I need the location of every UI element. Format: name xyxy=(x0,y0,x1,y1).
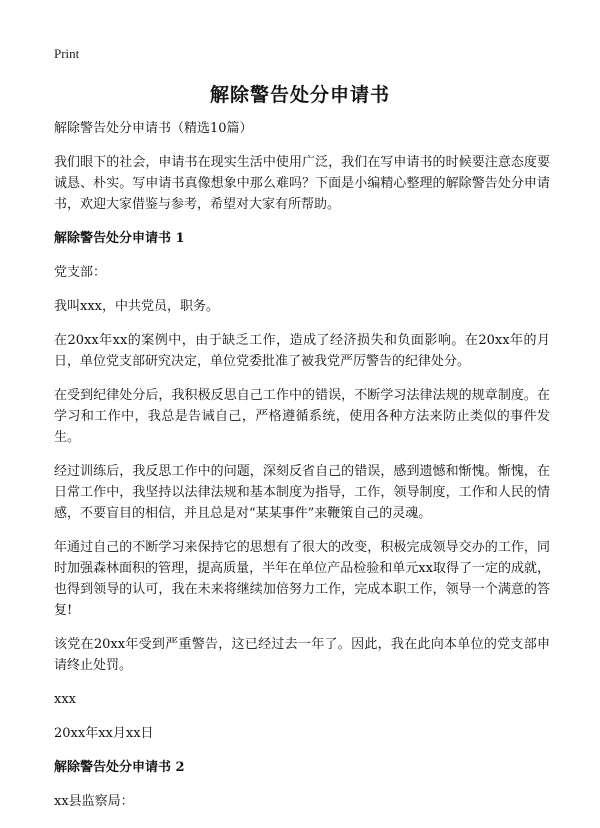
section-1-signature: xxx xyxy=(54,692,76,707)
section-1-paragraph-3: 在受到纪律处分后，我积极反思自己工作中的错误，不断学习法律法规的规章制度。在学习和工作中，我总是告诫自己，严格遵循系统，使用各种方法来防止类似的事件发生。 xyxy=(54,388,550,445)
document-body xyxy=(54,118,550,825)
intro-paragraph: 我们眼下的社会，申请书在现实生活中使用广泛，我们在写申请书的时候要注意态度要诚恳、朴实。写申请书真像想象中那么难吗？下面是小编精心整理的解除警告处分申请书，欢迎大家借鉴与参考，希望对大家有所帮助。 xyxy=(54,155,550,212)
section-1-paragraph-6: 该党在20xx年受到严重警告，这已经过去一年了。因此，我在此向本单位的党支部申请终止处罚。 xyxy=(54,637,550,673)
document-subtitle: 解除警告处分申请书（精选10篇） xyxy=(54,121,253,136)
section-1-date: 20xx年xx月xx日 xyxy=(54,726,154,741)
section-2-heading: 解除警告处分申请书 2 xyxy=(54,760,185,775)
print-link[interactable]: Print xyxy=(54,46,80,61)
section-1-paragraph-1: 我叫xxx，中共党员，职务。 xyxy=(54,299,219,314)
section-1-paragraph-2: 在20xx年xx的案例中，由于缺乏工作，造成了经济损失和负面影响。在20xx年的月日，单位党支部研究决定，单位党委批准了被我党严厉警告的纪律处分。 xyxy=(54,333,550,369)
section-2-salutation: xx县监察局： xyxy=(54,794,134,809)
page-title: 解除警告处分申请书 xyxy=(209,84,390,106)
section-1-paragraph-4: 经过训练后，我反思工作中的问题，深刻反省自己的错误，感到遗憾和惭愧。惭愧，在日常工作中，我坚持以法律法规和基本制度为指导，工作，领导制度，工作和人民的情感，不要盲目的相信，并且总是对“某某事件”来鞭策自己的灵魂。 xyxy=(54,464,550,521)
section-1-salutation: 党支部： xyxy=(54,265,107,280)
section-1-heading: 解除警告处分申请书 1 xyxy=(54,231,185,246)
section-1-paragraph-5: 年通过自己的不断学习来保持它的思想有了很大的改变，积极完成领导交办的工作，同时加强森林面积的管理，提高质量，半年在单位产品检验和单元xx取得了一定的成就，也得到领导的认可，我在未来将继续加倍努力工作，完成本职工作，领导一个满意的答复! xyxy=(54,540,550,618)
